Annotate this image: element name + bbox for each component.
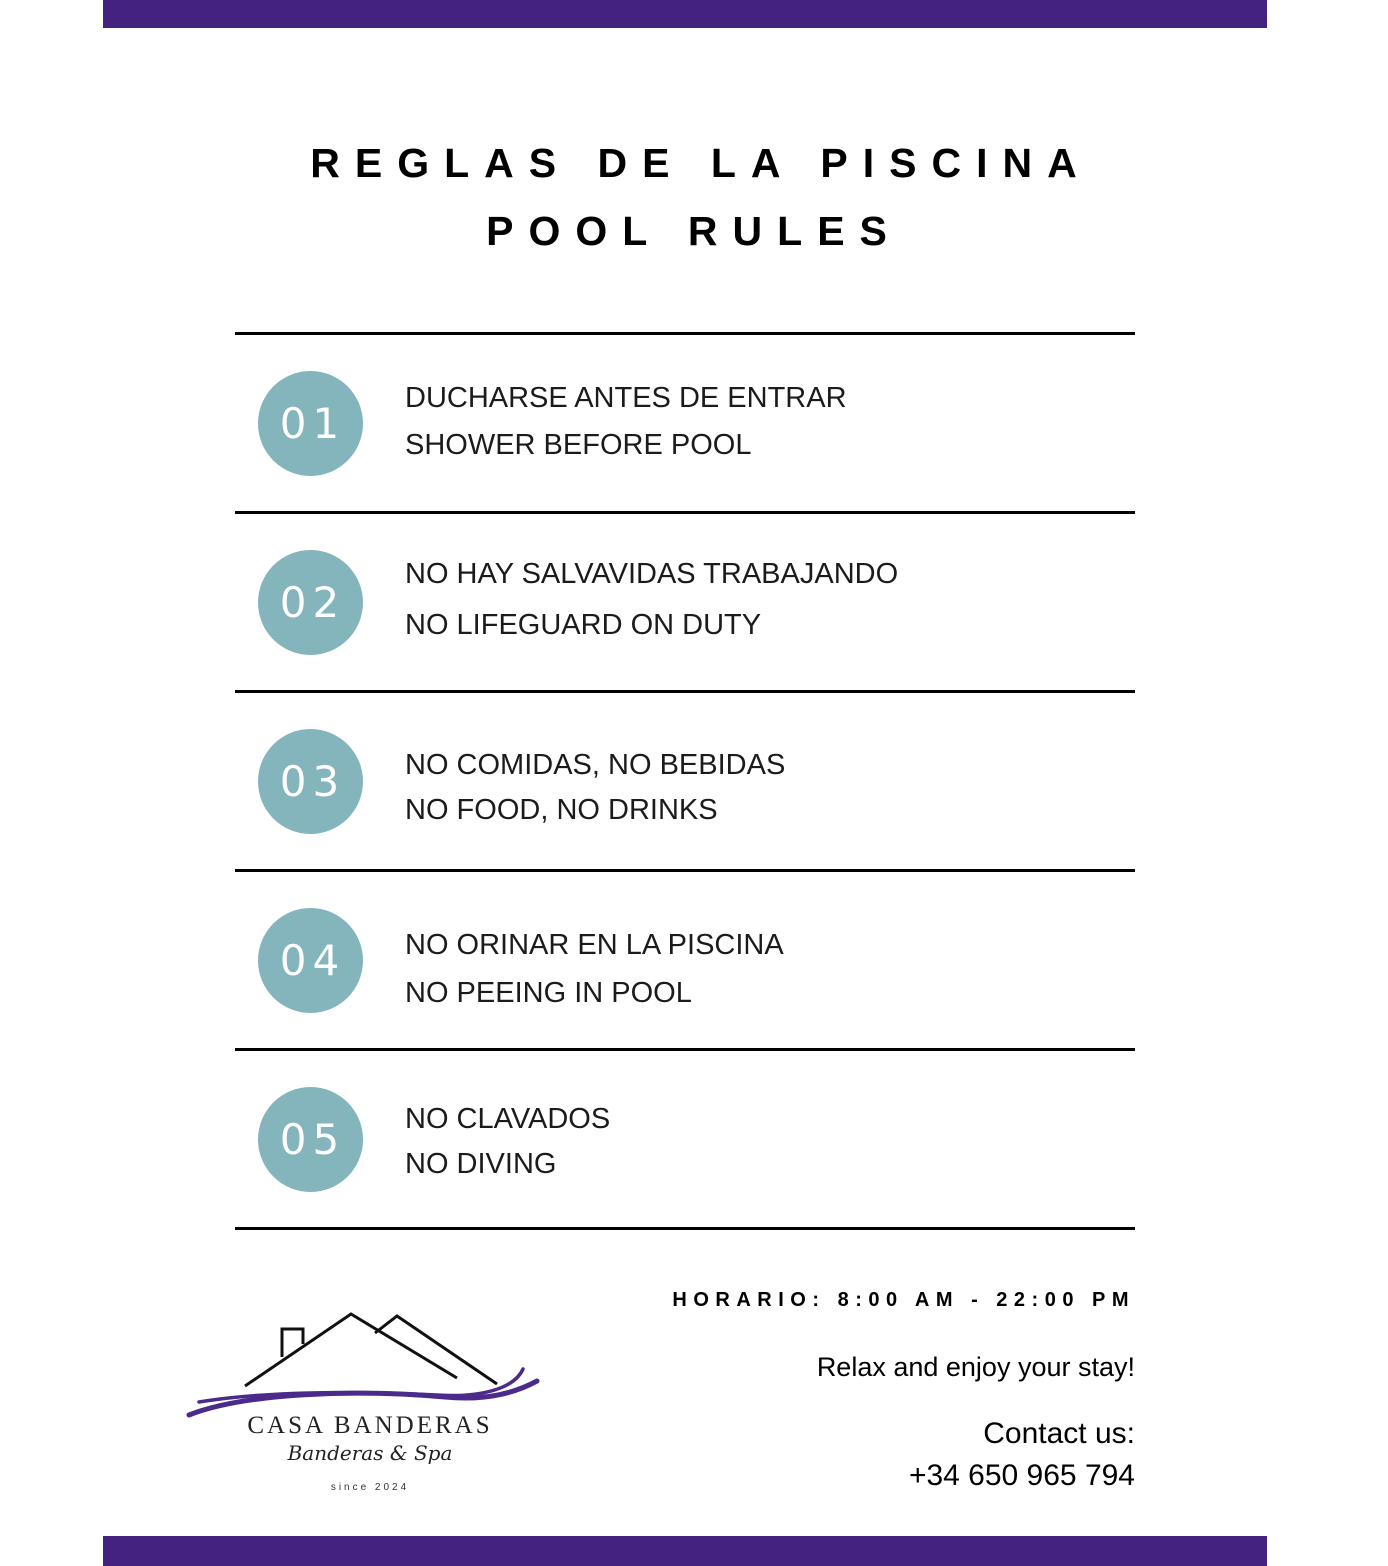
casa-banderas-logo — [185, 1305, 550, 1505]
rule-text-spanish: DUCHARSE ANTES DE ENTRAR — [405, 382, 847, 414]
rule-number-badge: 05 — [258, 1087, 363, 1192]
rule-text-english: NO LIFEGUARD ON DUTY — [405, 609, 762, 641]
rule-number-badge: 04 — [258, 908, 363, 1013]
logo-subtitle: Banderas & Spa — [287, 1441, 453, 1465]
title-spanish: REGLAS DE LA PISCINA — [310, 140, 1092, 186]
rule-item-05 — [235, 1051, 1135, 1227]
welcome-message: Relax and enjoy your stay! — [816, 1352, 1135, 1382]
rule-number-badge: 02 — [258, 550, 363, 655]
rule-divider — [235, 1227, 1135, 1230]
contact-label: Contact us: — [983, 1417, 1135, 1450]
rule-text-english: NO FOOD, NO DRINKS — [405, 794, 718, 826]
rule-item-03 — [235, 693, 1135, 869]
contact-phone: +34 650 965 794 — [908, 1459, 1135, 1492]
bottom-accent-bar — [103, 1536, 1267, 1566]
rule-item-02 — [235, 514, 1135, 690]
rule-number-badge: 03 — [258, 729, 363, 834]
rule-text-spanish: NO COMIDAS, NO BEBIDAS — [405, 749, 786, 781]
logo-since: since 2024 — [330, 1482, 410, 1493]
rule-text-spanish: NO ORINAR EN LA PISCINA — [405, 929, 784, 961]
rule-text-english: SHOWER BEFORE POOL — [405, 429, 752, 461]
rule-text-spanish: NO CLAVADOS — [405, 1103, 611, 1135]
title-english: POOL RULES — [486, 208, 902, 254]
rule-item-01 — [235, 335, 1135, 511]
opening-hours: HORARIO: 8:00 AM - 22:00 PM — [672, 1289, 1135, 1311]
top-accent-bar — [103, 0, 1267, 28]
rule-text-english: NO DIVING — [405, 1148, 557, 1180]
rule-item-04 — [235, 872, 1135, 1048]
rule-number-badge: 01 — [258, 371, 363, 476]
rule-text-spanish: NO HAY SALVAVIDAS TRABAJANDO — [405, 558, 899, 590]
rule-text-english: NO PEEING IN POOL — [405, 977, 692, 1009]
logo-brand-name: CASA BANDERAS — [247, 1412, 493, 1439]
